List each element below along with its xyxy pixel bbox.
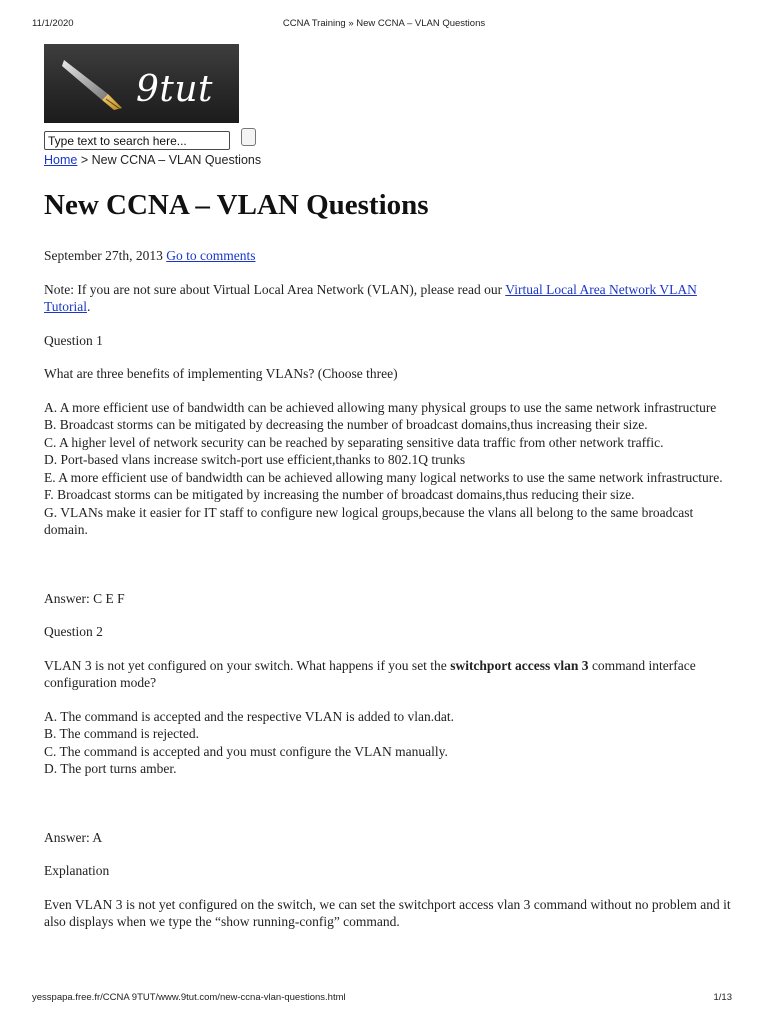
article-body: [44, 247, 734, 931]
question-2-answer: Answer: A: [44, 829, 103, 845]
question-1-option-b: B. Broadcast storms can be mitigated by decreasing the number of broadcast domains,thus increasing their size.: [44, 417, 648, 432]
print-header: [32, 18, 736, 32]
question-2-option-c: C. The command is accepted and you must configure the VLAN manually.: [44, 743, 448, 759]
question-1-option-f: F. Broadcast storms can be mitigated by increasing the number of broadcast domains,thus reducing their size.: [44, 487, 635, 502]
breadcrumb-current: New CCNA – VLAN Questions: [91, 153, 262, 167]
explanation-text: Even VLAN 3 is not yet configured on the switch, we can set the switchport access vlan 3 command without no problem and it also displays when we type the “show running-config” command.: [44, 896, 731, 929]
print-url: yesspapa.free.fr/CCNA 9TUT/www.9tut.com/new-ccna-vlan-questions.html: [32, 992, 346, 1003]
note-text: Note: If you are not sure about Virtual Local Area Network (VLAN), please read our: [44, 281, 506, 297]
question-1-answer: Answer: C E F: [44, 590, 125, 606]
question-1-option-d: D. Port-based vlans increase switch-port use efficient,thanks to 802.1Q trunks: [44, 452, 466, 467]
breadcrumb-separator: >: [77, 153, 92, 167]
comments-link[interactable]: Go to comments: [166, 248, 256, 263]
explanation-label: Explanation: [44, 863, 110, 878]
search-button[interactable]: [241, 128, 256, 146]
question-2-text: [44, 657, 734, 692]
page-title: New CCNA – VLAN Questions: [44, 189, 429, 221]
question-1-option-c: C. A higher level of network security can be reached by separating sensitive data traffic from other network traffic.: [44, 434, 664, 450]
site-logo[interactable]: [44, 44, 239, 123]
print-page-title: CCNA Training » New CCNA – VLAN Questions: [282, 18, 486, 29]
question-2-command: switchport access vlan 3: [450, 657, 589, 673]
breadcrumb-home-link[interactable]: Home: [44, 153, 78, 167]
vlan-tutorial-link[interactable]: Virtual Local Area Network VLAN Tutorial: [44, 281, 697, 314]
question-1-label: Question 1: [44, 332, 103, 348]
note-suffix: .: [87, 299, 91, 314]
question-2-label: Question 2: [44, 624, 103, 639]
question-1-option-e: E. A more efficient use of bandwidth can be achieved allowing many logical networks to use the same network infrastructure.: [44, 469, 723, 485]
breadcrumb: [44, 153, 261, 167]
question-2-option-a: A. The command is accepted and the respective VLAN is added to vlan.dat.: [44, 708, 454, 724]
post-meta: [44, 247, 734, 265]
question-2-option-b: B. The command is rejected.: [44, 726, 199, 741]
logo-text: 9tut: [136, 69, 214, 110]
question-2-option-d: D. The port turns amber.: [44, 761, 177, 776]
question-1-option-a: A. A more efficient use of bandwidth can be achieved allowing many physical groups to use the same network infrastructure: [44, 399, 717, 415]
search-input[interactable]: [44, 131, 230, 150]
note-paragraph: [44, 281, 734, 316]
question-2-text-end: command interface configuration mode?: [44, 657, 696, 690]
pen-nib-icon: [62, 56, 134, 114]
print-page-number: 1/13: [713, 992, 732, 1003]
question-1-option-g: G. VLANs make it easier for IT staff to configure new logical groups,because the vlans all belong to the same broadcast domain.: [44, 504, 694, 537]
question-1-text: What are three benefits of implementing VLANs? (Choose three): [44, 366, 398, 381]
question-2-text-start: VLAN 3 is not yet configured on your switch. What happens if you set the: [44, 657, 451, 673]
print-date: 11/1/2020: [32, 18, 74, 29]
post-date: September 27th, 2013: [44, 248, 163, 263]
print-footer: [32, 992, 736, 1006]
